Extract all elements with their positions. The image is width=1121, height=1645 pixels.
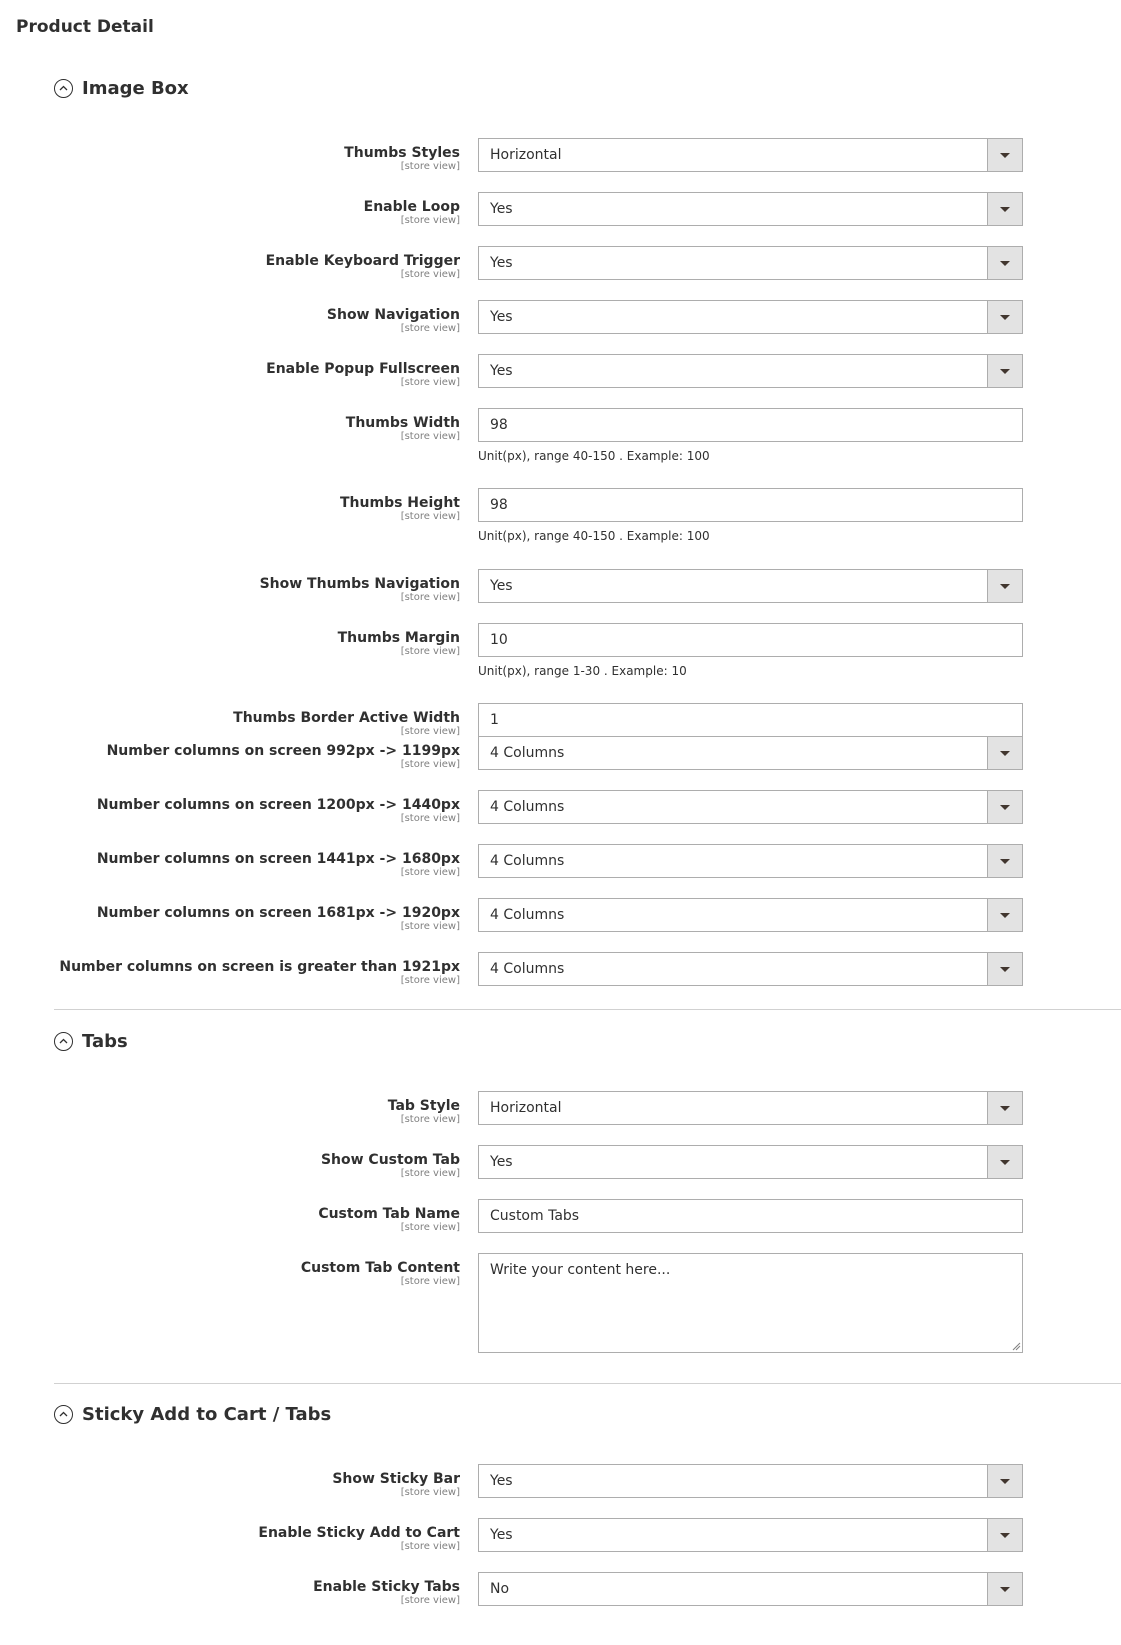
custom-tab-content-textarea[interactable] xyxy=(478,1253,1023,1353)
select-value: Yes xyxy=(490,255,513,271)
field-label: Show Thumbs Navigation xyxy=(259,576,460,592)
dropdown-arrow-icon xyxy=(987,193,1022,225)
collapse-chevron-icon xyxy=(54,1405,73,1424)
field-note: Unit(px), range 40-150 . Example: 100 xyxy=(478,449,710,463)
dropdown-arrow-icon xyxy=(987,1146,1022,1178)
input-value: 1 xyxy=(490,712,499,728)
select-value: Yes xyxy=(490,363,513,379)
select-value: Yes xyxy=(490,1473,513,1489)
section-divider xyxy=(54,1383,1121,1384)
field-label: Tab Style xyxy=(387,1098,460,1114)
scope-label: [store view] xyxy=(400,867,460,878)
section-divider xyxy=(54,1009,1121,1010)
field-label: Enable Sticky Add to Cart xyxy=(258,1525,460,1541)
cols-1200-1440-select[interactable] xyxy=(478,790,1023,824)
field-label: Enable Popup Fullscreen xyxy=(266,361,460,377)
dropdown-arrow-icon xyxy=(987,1519,1022,1551)
enable-loop-select[interactable] xyxy=(478,192,1023,226)
cols-992-1199-select[interactable] xyxy=(478,736,1023,770)
section-title-tabs: Tabs xyxy=(82,1030,128,1052)
field-label: Number columns on screen is greater than 1921px xyxy=(59,959,460,975)
enable-popup-fullscreen-select[interactable] xyxy=(478,354,1023,388)
select-value: Yes xyxy=(490,201,513,217)
input-value: Custom Tabs xyxy=(490,1208,580,1224)
field-note: Unit(px), range 40-150 . Example: 100 xyxy=(478,529,710,543)
field-label: Custom Tab Name xyxy=(318,1206,460,1222)
scope-label: [store view] xyxy=(400,1487,460,1498)
dropdown-arrow-icon xyxy=(987,899,1022,931)
enable-sticky-tabs-select[interactable] xyxy=(478,1572,1023,1606)
section-title-image-box: Image Box xyxy=(82,77,189,99)
thumbs-width-input[interactable] xyxy=(478,408,1023,442)
textarea-value: Write your content here... xyxy=(490,1262,671,1278)
dropdown-arrow-icon xyxy=(987,301,1022,333)
field-label: Number columns on screen 1441px -> 1680px xyxy=(96,851,460,867)
dropdown-arrow-icon xyxy=(987,845,1022,877)
show-thumbs-navigation-select[interactable] xyxy=(478,569,1023,603)
select-value: Yes xyxy=(490,1527,513,1543)
collapse-chevron-icon xyxy=(54,1032,73,1051)
scope-label: [store view] xyxy=(400,511,460,522)
field-label: Thumbs Height xyxy=(340,495,460,511)
select-value: 4 Columns xyxy=(490,799,565,815)
dropdown-arrow-icon xyxy=(987,1573,1022,1605)
cols-1441-1680-select[interactable] xyxy=(478,844,1023,878)
scope-label: [store view] xyxy=(400,1541,460,1552)
select-value: 4 Columns xyxy=(490,853,565,869)
page-title: Product Detail xyxy=(16,17,154,37)
input-value: 10 xyxy=(490,632,508,648)
field-label: Show Sticky Bar xyxy=(332,1471,460,1487)
scope-label: [store view] xyxy=(400,323,460,334)
custom-tab-name-input[interactable] xyxy=(478,1199,1023,1233)
select-value: 4 Columns xyxy=(490,907,565,923)
scope-label: [store view] xyxy=(400,921,460,932)
clipped-row-container xyxy=(0,703,1121,737)
input-value: 98 xyxy=(490,497,508,513)
scope-label: [store view] xyxy=(400,161,460,172)
show-custom-tab-select[interactable] xyxy=(478,1145,1023,1179)
show-sticky-bar-select[interactable] xyxy=(478,1464,1023,1498)
scope-label: [store view] xyxy=(400,813,460,824)
dropdown-arrow-icon xyxy=(987,139,1022,171)
show-navigation-select[interactable] xyxy=(478,300,1023,334)
scope-label: [store view] xyxy=(400,431,460,442)
field-label: Show Custom Tab xyxy=(320,1152,460,1168)
field-label: Number columns on screen 1200px -> 1440px xyxy=(96,797,460,813)
scope-label: [store view] xyxy=(400,1222,460,1233)
scope-label: [store view] xyxy=(400,726,460,737)
scope-label: [store view] xyxy=(400,646,460,657)
dropdown-arrow-icon xyxy=(987,1092,1022,1124)
scope-label: [store view] xyxy=(400,1114,460,1125)
scope-label: [store view] xyxy=(400,1595,460,1606)
thumbs-height-input[interactable] xyxy=(478,488,1023,522)
field-label: Number columns on screen 992px -> 1199px xyxy=(106,743,460,759)
dropdown-arrow-icon xyxy=(987,247,1022,279)
scope-label: [store view] xyxy=(400,215,460,226)
section-toggle-tabs[interactable] xyxy=(54,1028,128,1054)
field-label: Thumbs Border Active Width xyxy=(233,710,460,726)
section-toggle-sticky[interactable] xyxy=(54,1401,331,1427)
thumbs-border-active-width-input[interactable] xyxy=(478,703,1023,737)
scope-label: [store view] xyxy=(400,975,460,986)
section-toggle-image-box[interactable] xyxy=(54,75,189,101)
enable-sticky-add-to-cart-select[interactable] xyxy=(478,1518,1023,1552)
field-label: Enable Sticky Tabs xyxy=(313,1579,460,1595)
field-label: Enable Loop xyxy=(363,199,460,215)
scope-label: [store view] xyxy=(400,377,460,388)
field-label: Custom Tab Content xyxy=(300,1260,460,1276)
scope-label: [store view] xyxy=(400,269,460,280)
collapse-chevron-icon xyxy=(54,79,73,98)
field-note: Unit(px), range 1-30 . Example: 10 xyxy=(478,664,687,678)
thumbs-styles-select[interactable] xyxy=(478,138,1023,172)
enable-keyboard-trigger-select[interactable] xyxy=(478,246,1023,280)
resize-handle-icon[interactable] xyxy=(1012,1342,1020,1350)
cols-1921-plus-select[interactable] xyxy=(478,952,1023,986)
field-label: Thumbs Margin xyxy=(337,630,460,646)
section-title-sticky: Sticky Add to Cart / Tabs xyxy=(82,1403,332,1425)
select-value: 4 Columns xyxy=(490,961,565,977)
dropdown-arrow-icon xyxy=(987,355,1022,387)
thumbs-margin-input[interactable] xyxy=(478,623,1023,657)
input-value: 98 xyxy=(490,417,508,433)
field-label: Enable Keyboard Trigger xyxy=(265,253,460,269)
select-value: Horizontal xyxy=(490,147,562,163)
select-value: Yes xyxy=(490,578,513,594)
tab-style-select[interactable] xyxy=(478,1091,1023,1125)
dropdown-arrow-icon xyxy=(987,737,1022,769)
select-value: Yes xyxy=(490,1154,513,1170)
select-value: Yes xyxy=(490,309,513,325)
scope-label: [store view] xyxy=(400,759,460,770)
dropdown-arrow-icon xyxy=(987,791,1022,823)
dropdown-arrow-icon xyxy=(987,953,1022,985)
field-label: Number columns on screen 1681px -> 1920px xyxy=(96,905,460,921)
field-label: Thumbs Width xyxy=(345,415,460,431)
dropdown-arrow-icon xyxy=(987,570,1022,602)
scope-label: [store view] xyxy=(400,592,460,603)
dropdown-arrow-icon xyxy=(987,1465,1022,1497)
select-value: 4 Columns xyxy=(490,745,565,761)
cols-1681-1920-select[interactable] xyxy=(478,898,1023,932)
select-value: No xyxy=(490,1581,510,1597)
scope-label: [store view] xyxy=(400,1276,460,1287)
field-label: Thumbs Styles xyxy=(344,145,460,161)
field-label: Show Navigation xyxy=(326,307,460,323)
select-value: Horizontal xyxy=(490,1100,562,1116)
scope-label: [store view] xyxy=(400,1168,460,1179)
